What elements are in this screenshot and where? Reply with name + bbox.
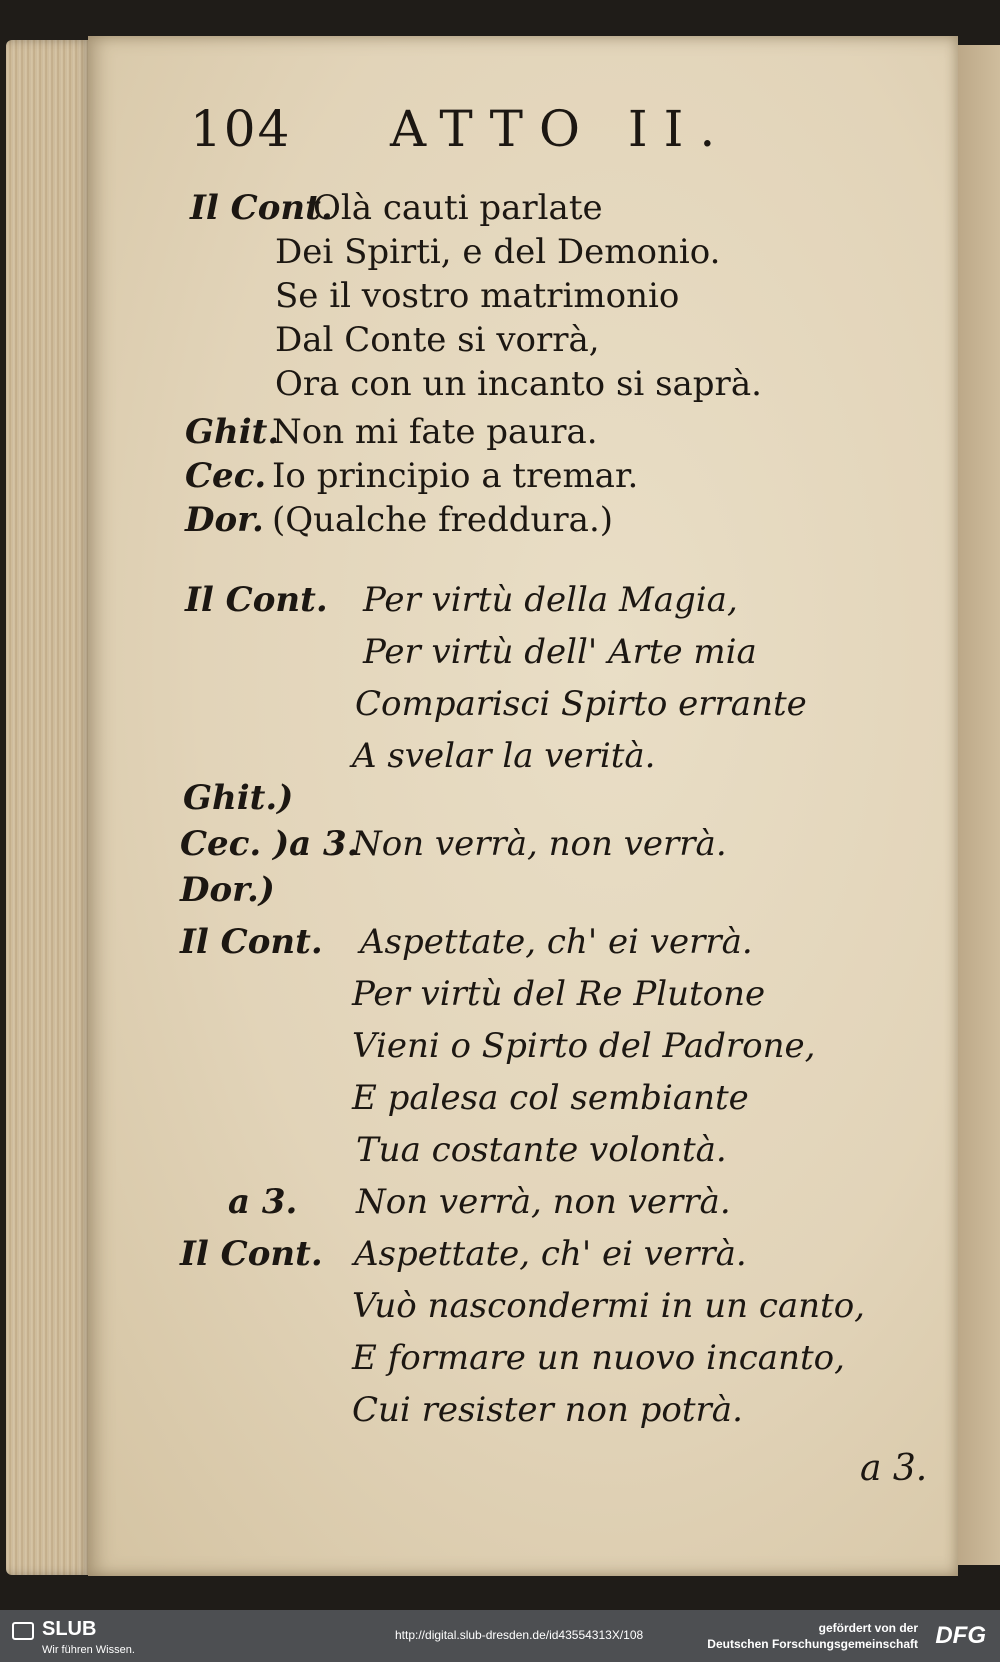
act-title: ATTO II. bbox=[390, 100, 732, 158]
speaker-label: Il Cont. bbox=[185, 580, 328, 620]
funding-line-1: gefördert von der bbox=[818, 1621, 918, 1635]
verse-line: Per virtù del Re Plutone bbox=[352, 974, 766, 1014]
verse-line: Se il vostro matrimonio bbox=[275, 276, 680, 316]
verse-line: Dal Conte si vorrà, bbox=[275, 320, 600, 360]
verse-line: Aspettate, ch' ei verrà. bbox=[354, 1234, 747, 1274]
verse-line: Vieni o Spirto del Padrone, bbox=[352, 1026, 816, 1066]
verse-line: Ora con un incanto si saprà. bbox=[275, 364, 762, 404]
speaker-label: Ghit. bbox=[185, 412, 280, 452]
funding-note bbox=[707, 1620, 918, 1652]
verse-line: Non mi fate paura. bbox=[272, 412, 598, 452]
speaker-label: Dor. bbox=[185, 500, 264, 540]
verse-line: E formare un nuovo incanto, bbox=[352, 1338, 845, 1378]
verse-line: Aspettate, ch' ei verrà. bbox=[360, 922, 753, 962]
verse-line: Dei Spirti, e del Demonio. bbox=[275, 232, 721, 272]
dfg-logo[interactable]: DFG bbox=[935, 1622, 986, 1649]
speaker-label: Dor.) bbox=[180, 870, 275, 910]
verse-line: Per virtù della Magia, bbox=[363, 580, 738, 620]
verse-line: Comparisci Spirto errante bbox=[355, 684, 807, 724]
speaker-label: Il Cont. bbox=[190, 188, 333, 228]
speaker-label: Il Cont. bbox=[180, 922, 323, 962]
verse-line: A svelar la verità. bbox=[352, 736, 656, 776]
catchword: a 3. bbox=[860, 1448, 928, 1489]
book-page-edges bbox=[6, 40, 92, 1575]
verse-line: Io principio a tremar. bbox=[272, 456, 639, 496]
funding-line-2: Deutschen Forschungsgemeinschaft bbox=[707, 1637, 918, 1651]
footer-bar bbox=[0, 1610, 1000, 1662]
slub-logo[interactable]: SLUB bbox=[42, 1618, 97, 1640]
slub-logo-icon bbox=[12, 1622, 34, 1640]
verse-line: Per virtù dell' Arte mia bbox=[363, 632, 757, 672]
verse-line: Olà cauti parlate bbox=[313, 188, 603, 228]
verse-line: Non verrà, non verrà. bbox=[352, 824, 727, 864]
verse-line: E palesa col sembiante bbox=[352, 1078, 749, 1118]
slub-tagline: Wir führen Wissen. bbox=[42, 1644, 135, 1656]
verse-line: Vuò nascondermi in un canto, bbox=[352, 1286, 865, 1326]
page-number: 104 bbox=[190, 100, 292, 158]
speaker-label: Cec. )a 3. bbox=[180, 824, 359, 864]
speaker-label: Cec. bbox=[185, 456, 267, 496]
speaker-label: Ghit.) bbox=[183, 778, 294, 818]
facing-page-edge bbox=[958, 45, 1000, 1565]
verse-line: Tua costante volontà. bbox=[356, 1130, 727, 1170]
verse-line: Cui resister non potrà. bbox=[352, 1390, 743, 1430]
verse-line: Non verrà, non verrà. bbox=[356, 1182, 731, 1222]
speaker-label: Il Cont. bbox=[180, 1234, 323, 1274]
verse-line: (Qualche freddura.) bbox=[272, 500, 614, 540]
speaker-label: a 3. bbox=[228, 1182, 298, 1222]
source-url-link[interactable]: http://digital.slub-dresden.de/id43554313X/108 bbox=[395, 1628, 644, 1642]
